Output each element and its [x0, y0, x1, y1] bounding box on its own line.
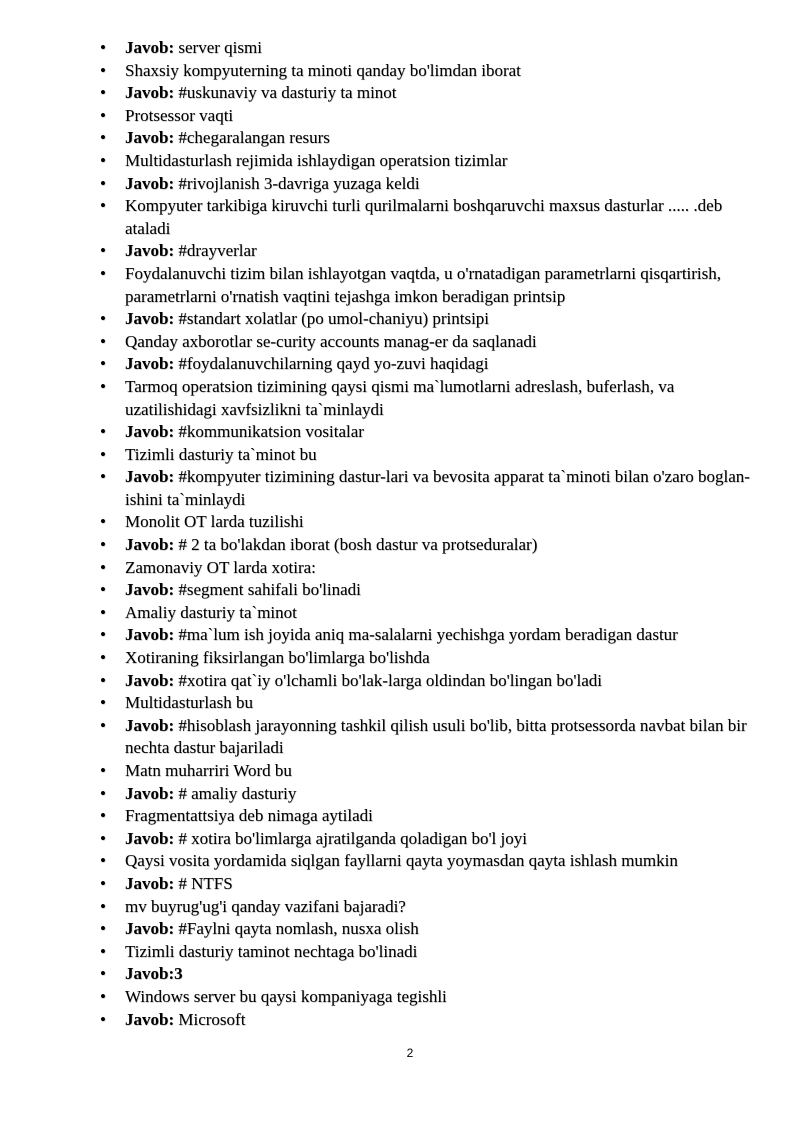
answer-item — [104, 715, 754, 760]
answer-text: #rivojlanish 3-davriga yuzaga keldi — [174, 173, 420, 193]
page-number: 2 — [406, 1046, 414, 1060]
answer-item — [104, 82, 754, 105]
answer-text: Microsoft — [174, 1009, 246, 1029]
question-item — [104, 376, 754, 421]
answer-label: Javob: — [125, 828, 175, 848]
answer-text: # 2 ta bo'lakdan iborat (bosh dastur va protseduralar) — [174, 535, 538, 555]
answer-label: Javob: — [125, 1009, 175, 1029]
answer-item — [104, 240, 754, 263]
answer-text: #kompyuter tizimining dastur-lari va bevosita apparat ta`minoti bilan o'zaro boglan- ishini ta`minlaydi — [125, 467, 750, 509]
answer-text: #kommunikatsion vositalar — [174, 422, 364, 442]
answer-item — [104, 828, 754, 851]
answer-item — [104, 308, 754, 331]
question-text: Qaysi vosita yordamida siqlgan fayllarni qayta yoymasdan qayta ishlash mumkin — [125, 851, 678, 871]
answer-label: Javob: — [125, 580, 175, 600]
answer-item — [104, 466, 754, 511]
answer-text: #hisoblash jarayonning tashkil qilish usuli bo'lib, bitta protsessorda navbat bilan bir nechta dastur bajariladi — [125, 715, 747, 758]
answer-item — [104, 37, 754, 60]
answer-text: # amaliy dasturiy — [174, 783, 297, 803]
question-text: Xotiraning fiksirlangan bo'limlarga bo'lishda — [125, 648, 430, 668]
question-item — [104, 850, 754, 873]
answer-item — [104, 127, 754, 150]
question-text: Matn muharriri Word bu — [125, 761, 292, 780]
answer-item — [104, 670, 754, 693]
qa-list — [104, 37, 754, 1031]
answer-item — [104, 173, 754, 196]
answer-label: Javob: — [125, 783, 175, 803]
question-item — [104, 896, 754, 919]
question-text: Protsessor vaqti — [125, 105, 234, 125]
answer-label: Javob: — [125, 422, 175, 442]
question-item — [104, 105, 754, 128]
question-text: Multidasturlash bu — [125, 693, 253, 713]
answer-item — [104, 421, 754, 444]
question-item — [104, 805, 754, 828]
answer-label: Javob: — [125, 919, 175, 939]
question-item — [104, 263, 754, 308]
answer-text: #standart xolatlar (po umol-chaniyu) printsipi — [174, 309, 490, 329]
answer-label: Javob: — [125, 670, 175, 690]
answer-item — [104, 624, 754, 647]
answer-item — [104, 579, 754, 602]
answer-label: Javob: — [125, 535, 175, 555]
question-text: mv buyrug'ug'i qanday vazifani bajaradi? — [125, 896, 406, 916]
question-text: Amaliy dasturiy ta`minot — [125, 602, 297, 622]
answer-text: # NTFS — [174, 873, 233, 893]
question-item — [104, 986, 754, 1009]
answer-label: Javob: — [125, 354, 175, 374]
answer-label: Javob: — [125, 38, 175, 57]
answer-item — [104, 353, 754, 376]
question-item — [104, 602, 754, 625]
answer-item — [104, 783, 754, 806]
question-item — [104, 692, 754, 715]
question-item — [104, 511, 754, 534]
question-item — [104, 647, 754, 670]
answer-item — [104, 963, 754, 986]
question-text: Tizimli dasturiy ta`minot bu — [125, 444, 317, 464]
answer-label: Javob: — [125, 173, 175, 193]
answer-text: #foydalanuvchilarning qayd yo-zuvi haqidagi — [174, 354, 489, 374]
answer-item — [104, 918, 754, 941]
question-item — [104, 941, 754, 964]
answer-label: Javob: — [125, 241, 175, 261]
answer-item — [104, 534, 754, 557]
question-text: Qanday axborotlar se-curity accounts manag-er da saqlanadi — [125, 331, 537, 351]
answer-text: #segment sahifali bo'linadi — [174, 580, 361, 600]
answer-label: Javob: — [125, 873, 175, 893]
answer-item — [104, 873, 754, 896]
answer-text: #xotira qat`iy o'lchamli bo'lak-larga oldindan bo'lingan bo'ladi — [174, 670, 602, 690]
question-item — [104, 444, 754, 467]
question-text: Monolit OT larda tuzilishi — [125, 512, 304, 532]
question-text: Windows server bu qaysi kompaniyaga tegishli — [125, 986, 447, 1006]
question-item — [104, 195, 754, 240]
question-item — [104, 557, 754, 580]
answer-label: Javob: — [125, 715, 175, 735]
answer-label: Javob: — [125, 309, 175, 329]
question-text: Tizimli dasturiy taminot nechtaga bo'linadi — [125, 941, 418, 961]
question-item — [104, 760, 754, 783]
answer-text: server qismi — [174, 38, 262, 57]
answer-text: #drayverlar — [174, 241, 257, 261]
answer-label: Javob: — [125, 625, 175, 645]
question-item — [104, 60, 754, 83]
answer-label: Javob: — [125, 83, 175, 103]
question-text: Kompyuter tarkibiga kiruvchi turli qurilmalarni boshqaruvchi maxsus dasturlar ..... .deb ataladi — [125, 196, 723, 238]
answer-text: # xotira bo'limlarga ajratilganda qoladigan bo'l joyi — [174, 828, 527, 848]
answer-item — [104, 1009, 754, 1032]
question-item — [104, 331, 754, 354]
answer-text: #uskunaviy va dasturiy ta minot — [174, 83, 397, 103]
answer-label: Javob: — [125, 467, 175, 487]
answer-text: #Faylni qayta nomlash, nusxa olish — [174, 919, 419, 939]
question-text: Zamonaviy OT larda xotira: — [125, 557, 316, 577]
question-text: Tarmoq operatsion tizimining qaysi qismi ma`lumotlarni adreslash, buferlash, va uzatilishidagi xavfsizlikni ta`minlaydi — [125, 376, 675, 419]
answer-text: #chegaralangan resurs — [174, 128, 330, 148]
question-text: Multidasturlash rejimida ishlaydigan operatsion tizimlar — [125, 150, 508, 170]
question-item — [104, 150, 754, 173]
answer-label: Javob:3 — [125, 964, 183, 984]
question-text: Foydalanuvchi tizim bilan ishlayotgan vaqtda, u o'rnatadigan parametrlarni qisqartirish, parametrlarni o'rnatish vaqtini tejashga imkon beradigan printsip — [125, 263, 722, 306]
answer-label: Javob: — [125, 128, 175, 148]
question-text: Shaxsiy kompyuterning ta minoti qanday bo'limdan iborat — [125, 60, 521, 80]
answer-text: #ma`lum ish joyida aniq ma-salalarni yechishga yordam beradigan dastur — [174, 625, 678, 645]
question-text: Fragmentattsiya deb nimaga aytiladi — [125, 806, 373, 826]
